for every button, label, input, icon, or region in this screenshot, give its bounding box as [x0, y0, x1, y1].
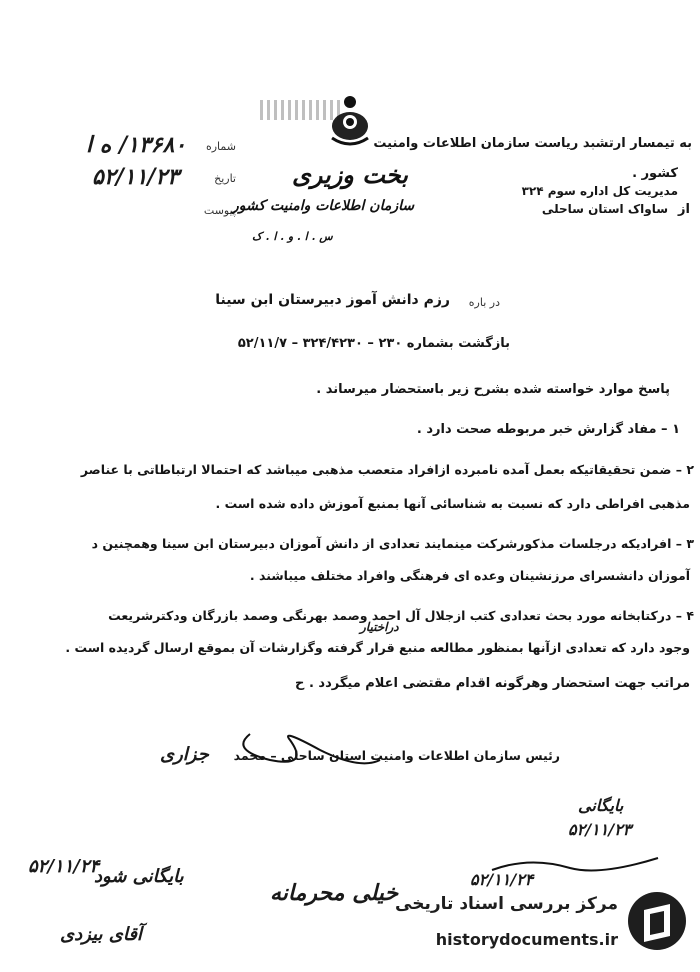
left-note-2: آقای بیزدی	[60, 924, 142, 945]
middle-note: خیلی محرمانه	[270, 880, 399, 906]
subject-value: رزم دانش آموز دبیرستان ابن سینا	[215, 292, 450, 308]
item-4: ۴ – درکتابخانه مورد بحث تعدادی کتب ازجلال آل احمد وصمد بهرنگی وصمد بازرگان ودکترشریعت	[108, 608, 694, 623]
right-note-date: ۵۲/۱۱/۲۳	[568, 820, 632, 839]
item-3: ۳ – افرادیکه درجلسات مذکورشرکت مینمایند تعدادی از دانش آموزان دبیرستان ابن سینا وهمچنین د	[91, 536, 694, 551]
item-4-continued: وجود دارد که تعدادی ازآنها بمنظور مطالعه منبع قرار گرفته وگزارشات آن بموقع ارسال گردیده است .	[65, 640, 690, 655]
body-intro: پاسخ موارد خواسته شده بشرح زیر باستحضار میرساند .	[316, 382, 670, 397]
handwritten-insert: دراختیار	[360, 620, 399, 634]
stamp-org-text: سازمان اطلاعات وامنیت کشور	[232, 198, 415, 214]
recipient-line: به تیمسار ارتشبد ریاست سازمان اطلاعات وامنیت	[373, 136, 692, 151]
watermark-url: historydocuments.ir	[435, 930, 618, 949]
from-label: از	[678, 202, 690, 217]
middle-date: ۵۲/۱۱/۲۴	[470, 870, 534, 889]
item-2: ۲ – ضمن تحقیقاتیکه بعمل آمده نامبرده ازافراد متعصب مذهبی میباشد که احتمالا ارتباطاتی با عناصر	[80, 462, 694, 477]
right-note: بایگانی	[578, 796, 624, 815]
signature-title: رئیس سازمان اطلاعات وامنیت استان ساحلی – محمد	[233, 748, 560, 763]
item-1: ۱ – مفاد گزارش خبر مربوطه صحت دارد .	[416, 422, 680, 437]
faint-mark	[260, 100, 340, 120]
stamp-code-text: س . ا . و . ا . ک	[252, 230, 333, 243]
subject-label: در باره	[468, 296, 500, 309]
watermark	[395, 888, 688, 964]
left-note-1: بایگانی شود	[94, 866, 184, 887]
recipient-country: کشور .	[632, 166, 678, 181]
department-line: مدیریت کل اداره سوم ۳۲۴	[521, 184, 678, 198]
left-note-date: ۵۲/۱۱/۲۴	[28, 856, 100, 877]
watermark-title: مرکز بررسی اسناد تاریخی	[395, 894, 618, 914]
number-value: ۱۳۶۸۰/ ه ا	[86, 132, 187, 158]
reference-line: بازگشت بشماره ۲۳۰ – ۳۲۴/۴۲۳۰ – ۵۲/۱۱/۷	[237, 336, 510, 351]
attachment-label: پیوست	[203, 204, 236, 217]
signature-name: جزاری	[160, 744, 209, 765]
date-label: تاریخ	[214, 172, 236, 185]
stamp-main-text: بخت وزیری	[292, 160, 408, 189]
number-label: شماره	[205, 140, 236, 153]
body-closing: مراتب جهت استحضار وهرگونه اقدام مقتضی اعلام میگردد . ح	[295, 676, 690, 691]
item-2-continued: مذهبی افراطی دارد که نسبت به شناسائی آنها بمنبع آموزش داده شده است .	[215, 496, 690, 511]
archive-logo-icon	[626, 890, 688, 952]
item-3-continued: آموزان دانشسرای مرزنشینان وعده ای فرهنگی وافراد مختلف میباشند .	[249, 568, 690, 583]
date-value: ۵۲/۱۱/۲۳	[92, 164, 179, 190]
from-value: ساواک استان ساحلی	[541, 202, 668, 216]
